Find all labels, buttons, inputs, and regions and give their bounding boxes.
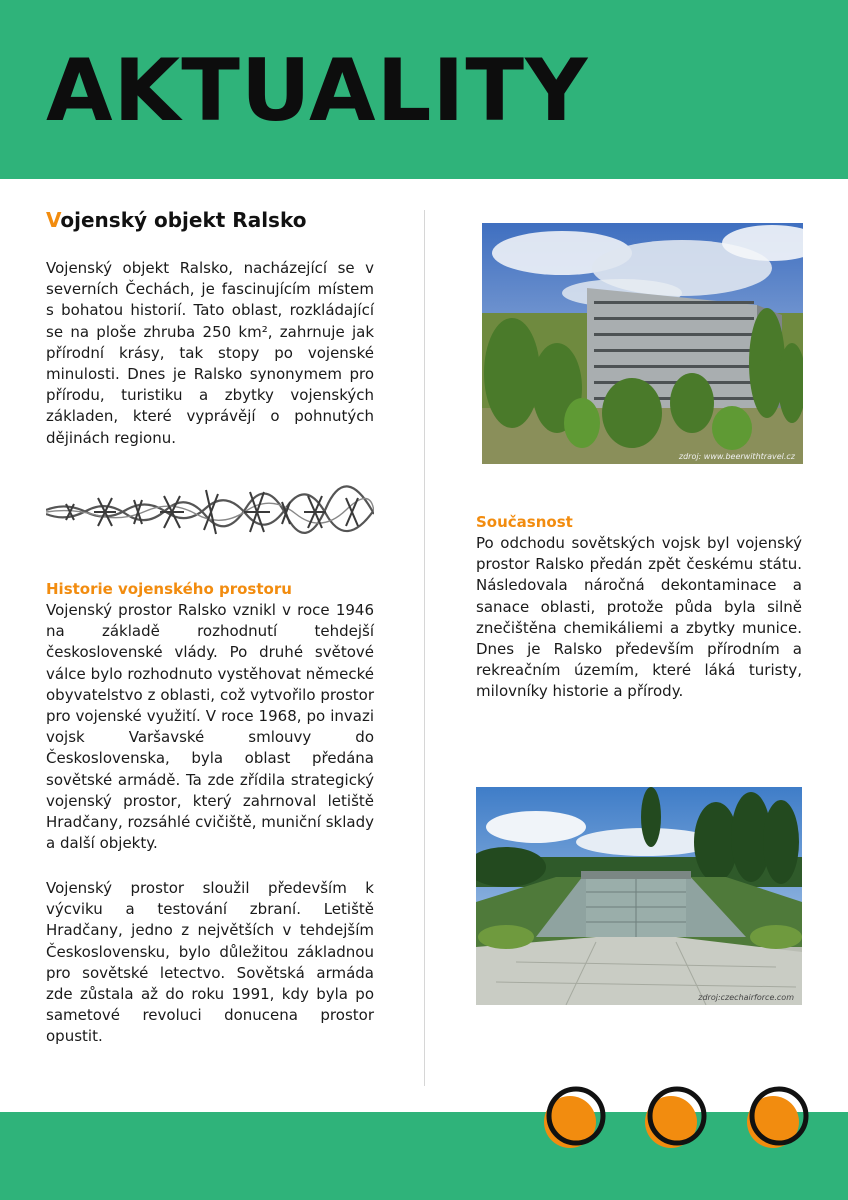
bunker-image: [476, 787, 802, 1005]
present-heading: Současnost: [476, 513, 573, 531]
intro-paragraph: Vojenský objekt Ralsko, nacházející se v severních Čechách, je fascinujícím místem s bohatou historií. Tato oblast, rozkládající se na ploše zhruba 250 km², zahrnuje jak přírodní krásy, tak stopy po vojenské minulosti. Dnes je Ralsko synonymem pro přírodu, turistiku a zbytky vojenských základen, které vyprávějí o pohnutých dějinách regionu.: [46, 259, 374, 447]
column-divider: [424, 210, 425, 1086]
decorative-circle-2: [643, 1086, 707, 1150]
title-rest: ojenský objekt Ralsko: [60, 208, 307, 232]
footer-banner: [0, 1112, 848, 1200]
present-paragraph: Po odchodu sovětských vojsk byl vojenský prostor Ralsko předán zpět českému státu. Následovala náročná dekontaminace a sanace oblasti, protože půda byla silně znečištěna chemikáliemi a zbytky munice. Dnes je Ralsko především přírodním a rekreačním územím, které láká turisty, milovníky historie a přírody.: [476, 534, 802, 701]
title-initial: V: [46, 208, 61, 232]
abandoned-building-photo: [482, 223, 803, 464]
abandoned-building-image: [482, 223, 803, 464]
photo2-credit: zdroj:czechairforce.com: [698, 993, 794, 1002]
photo1-credit: zdroj: www.beerwithtravel.cz: [678, 452, 795, 461]
article-title: [46, 208, 306, 232]
header-banner: [0, 0, 848, 179]
decorative-circle-1: [542, 1086, 606, 1150]
page-title: AKTUALITY: [46, 41, 589, 141]
history-paragraph-1: Vojenský prostor Ralsko vznikl v roce 1946 na základě rozhodnutí tehdejší československé vlády. Po druhé světové válce bylo rozhodnuto vystěhovat německé obyvatelstvo z oblasti, což vytvořilo prostor pro vojenské využití. V roce 1968, po invazi vojsk Varšavské smlouvy do Československa, byla oblast předána sovětské armádě. Ta zde zřídila strategický vojenský prostor, který zahrnoval letiště Hradčany, rozsáhlé cvičiště, muniční sklady a další objekty.: [46, 601, 374, 853]
history-heading: Historie vojenského prostoru: [46, 580, 292, 598]
decorative-circle-3: [745, 1086, 809, 1150]
barbed-wire-illustration: [46, 484, 374, 540]
history-paragraph-2: Vojenský prostor sloužil především k výcviku a testování zbraní. Letiště Hradčany, jedno z největších v tehdejším Československu, bylo důležitou základnou pro sovětské letectvo. Sovětská armáda zde zůstala až do roku 1991, kdy byla po sametové revoluci donucena prostor opustit.: [46, 879, 374, 1046]
bunker-photo: [476, 787, 802, 1005]
